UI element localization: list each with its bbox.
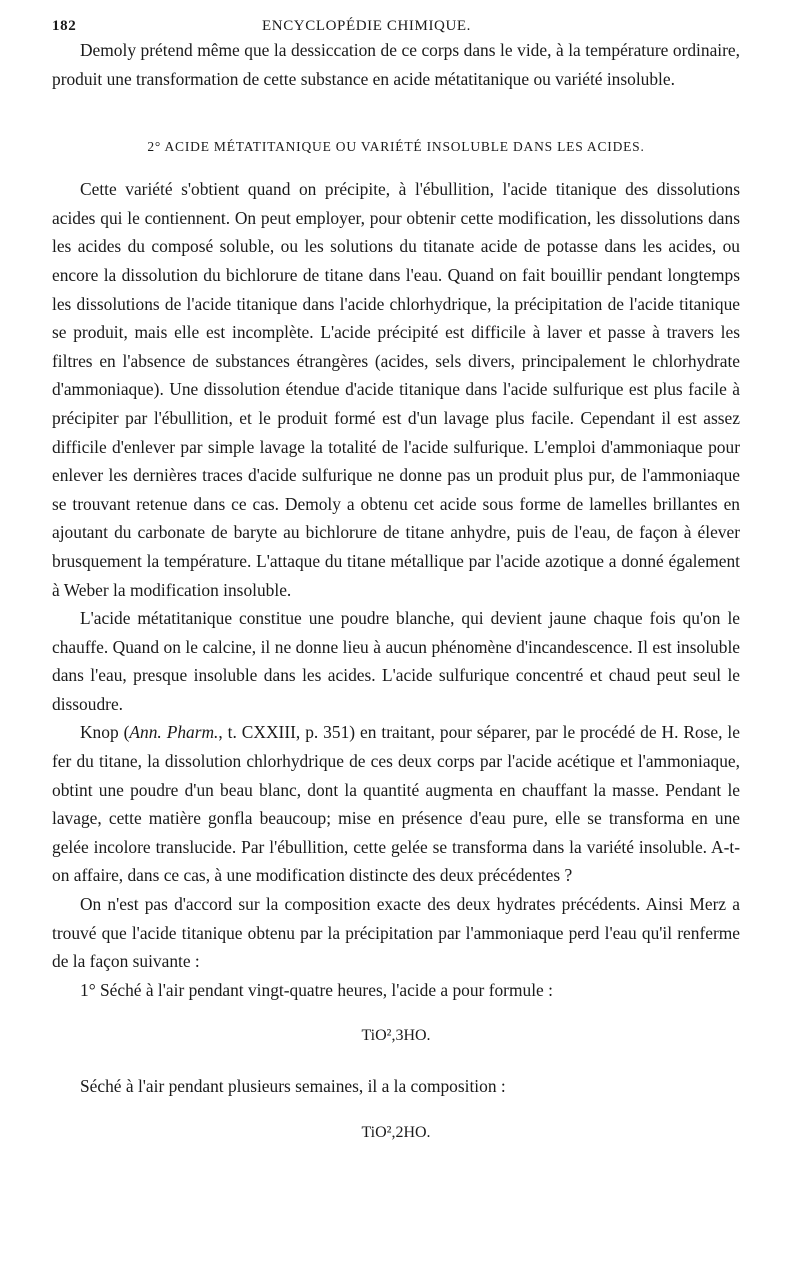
section-heading: 2° ACIDE MÉTATITANIQUE OU VARIÉTÉ INSOLUBLE DANS LES ACIDES.	[147, 139, 645, 155]
running-header	[52, 0, 740, 36]
paragraph-step-two: Séché à l'air pendant plusieurs semaines, il a la composition :	[80, 1076, 506, 1097]
knop-text: , t. CXXIII, p. 351) en traitant, pour séparer, par le procédé de H. Rose, le fer du titane, la dissolution chlorhydrique de ces deux corps par l'acide acétique et l'ammoniaque, obtint une poudre d'un beau blanc, dont la quantité augmenta en chauffant la masse. Pendant le lavage, cette matière gonfla beaucoup; mise en présence d'eau pure, elle se transforma en une gelée incolore translucide. Par l'ébullition, cette gelée se transforma dans la variété insoluble. A-t-on affaire, dans ce cas, à une modification distincte des deux précédentes ?	[52, 722, 740, 886]
paragraph-intro: Demoly prétend même que la dessiccation de ce corps dans le vide, à la température ordinaire, produit une transformation de cette substance en acide métatitanique ou variété insoluble.	[52, 40, 740, 89]
running-title: ENCYCLOPÉDIE CHIMIQUE.	[262, 18, 472, 34]
paragraph-composition: On n'est pas d'accord sur la composition exacte des deux hydrates précédents. Ainsi Merz a trouvé que l'acide titanique obtenu par la précipitation par l'ammoniaque perd l'eau qu'il renferme de la façon suivante :	[52, 894, 740, 972]
knop-reference: Ann. Pharm.	[129, 722, 219, 743]
paragraph-knop	[52, 718, 740, 890]
paragraph-preparation: Cette variété s'obtient quand on précipite, à l'ébullition, l'acide titanique des dissolutions acides qui le contiennent. On peut employer, pour obtenir cette modification, les dissolutions dans les acides du composé soluble, ou les solutions du titanate acide de potasse dans les acides, ou encore la dissolution du bichlorure de titane dans l'eau. Quand on fait bouillir pendant longtemps les dissolutions de l'acide titanique dans l'acide chlorhydrique, la précipitation de l'acide titanique se produit, mais elle est incomplète. L'acide précipité est difficile à laver et passe à travers les filtres en l'absence de substances étrangères (acides, sels divers, principalement le chlorhydrate d'ammoniaque). Une dissolution étendue d'acide titanique dans l'acide sulfurique est plus facile à précipiter par l'ébullition, et le produit formé est d'un lavage plus facile. Cependant il est assez difficile d'enlever par simple lavage la totalité de l'acide sulfurique. L'emploi d'ammoniaque pour enlever les dernières traces d'acide sulfurique ne donne pas un produit plus pur, de l'ammoniaque se trouvant retenue dans ce cas. Demoly a obtenu cet acide sous forme de lamelles brillantes en ajoutant du carbonate de baryte au bichlorure de titane anhydre, puis de l'eau, de façon à élever brusquement la température. L'attaque du titane métallique par l'acide azotique a donné également à Weber la modification insoluble.	[52, 179, 740, 600]
page-number: 182	[52, 18, 77, 34]
paragraph-step-one: 1° Séché à l'air pendant vingt-quatre heures, l'acide a pour formule :	[80, 979, 553, 1000]
formula-dihydrate: TiO²,2HO.	[361, 1124, 431, 1141]
body-text	[52, 36, 740, 1147]
knop-author: Knop (	[80, 722, 130, 743]
paragraph-properties: L'acide métatitanique constitue une poudre blanche, qui devient jaune chaque fois qu'on le chauffe. Quand on le calcine, il ne donne lieu à aucun phénomène d'incandescence. Il est insoluble dans l'eau, presque insoluble dans les acides. L'acide sulfurique concentré et chaud peut seul le dissoudre.	[52, 608, 740, 714]
formula-trihydrate: TiO²,3HO.	[361, 1027, 431, 1045]
